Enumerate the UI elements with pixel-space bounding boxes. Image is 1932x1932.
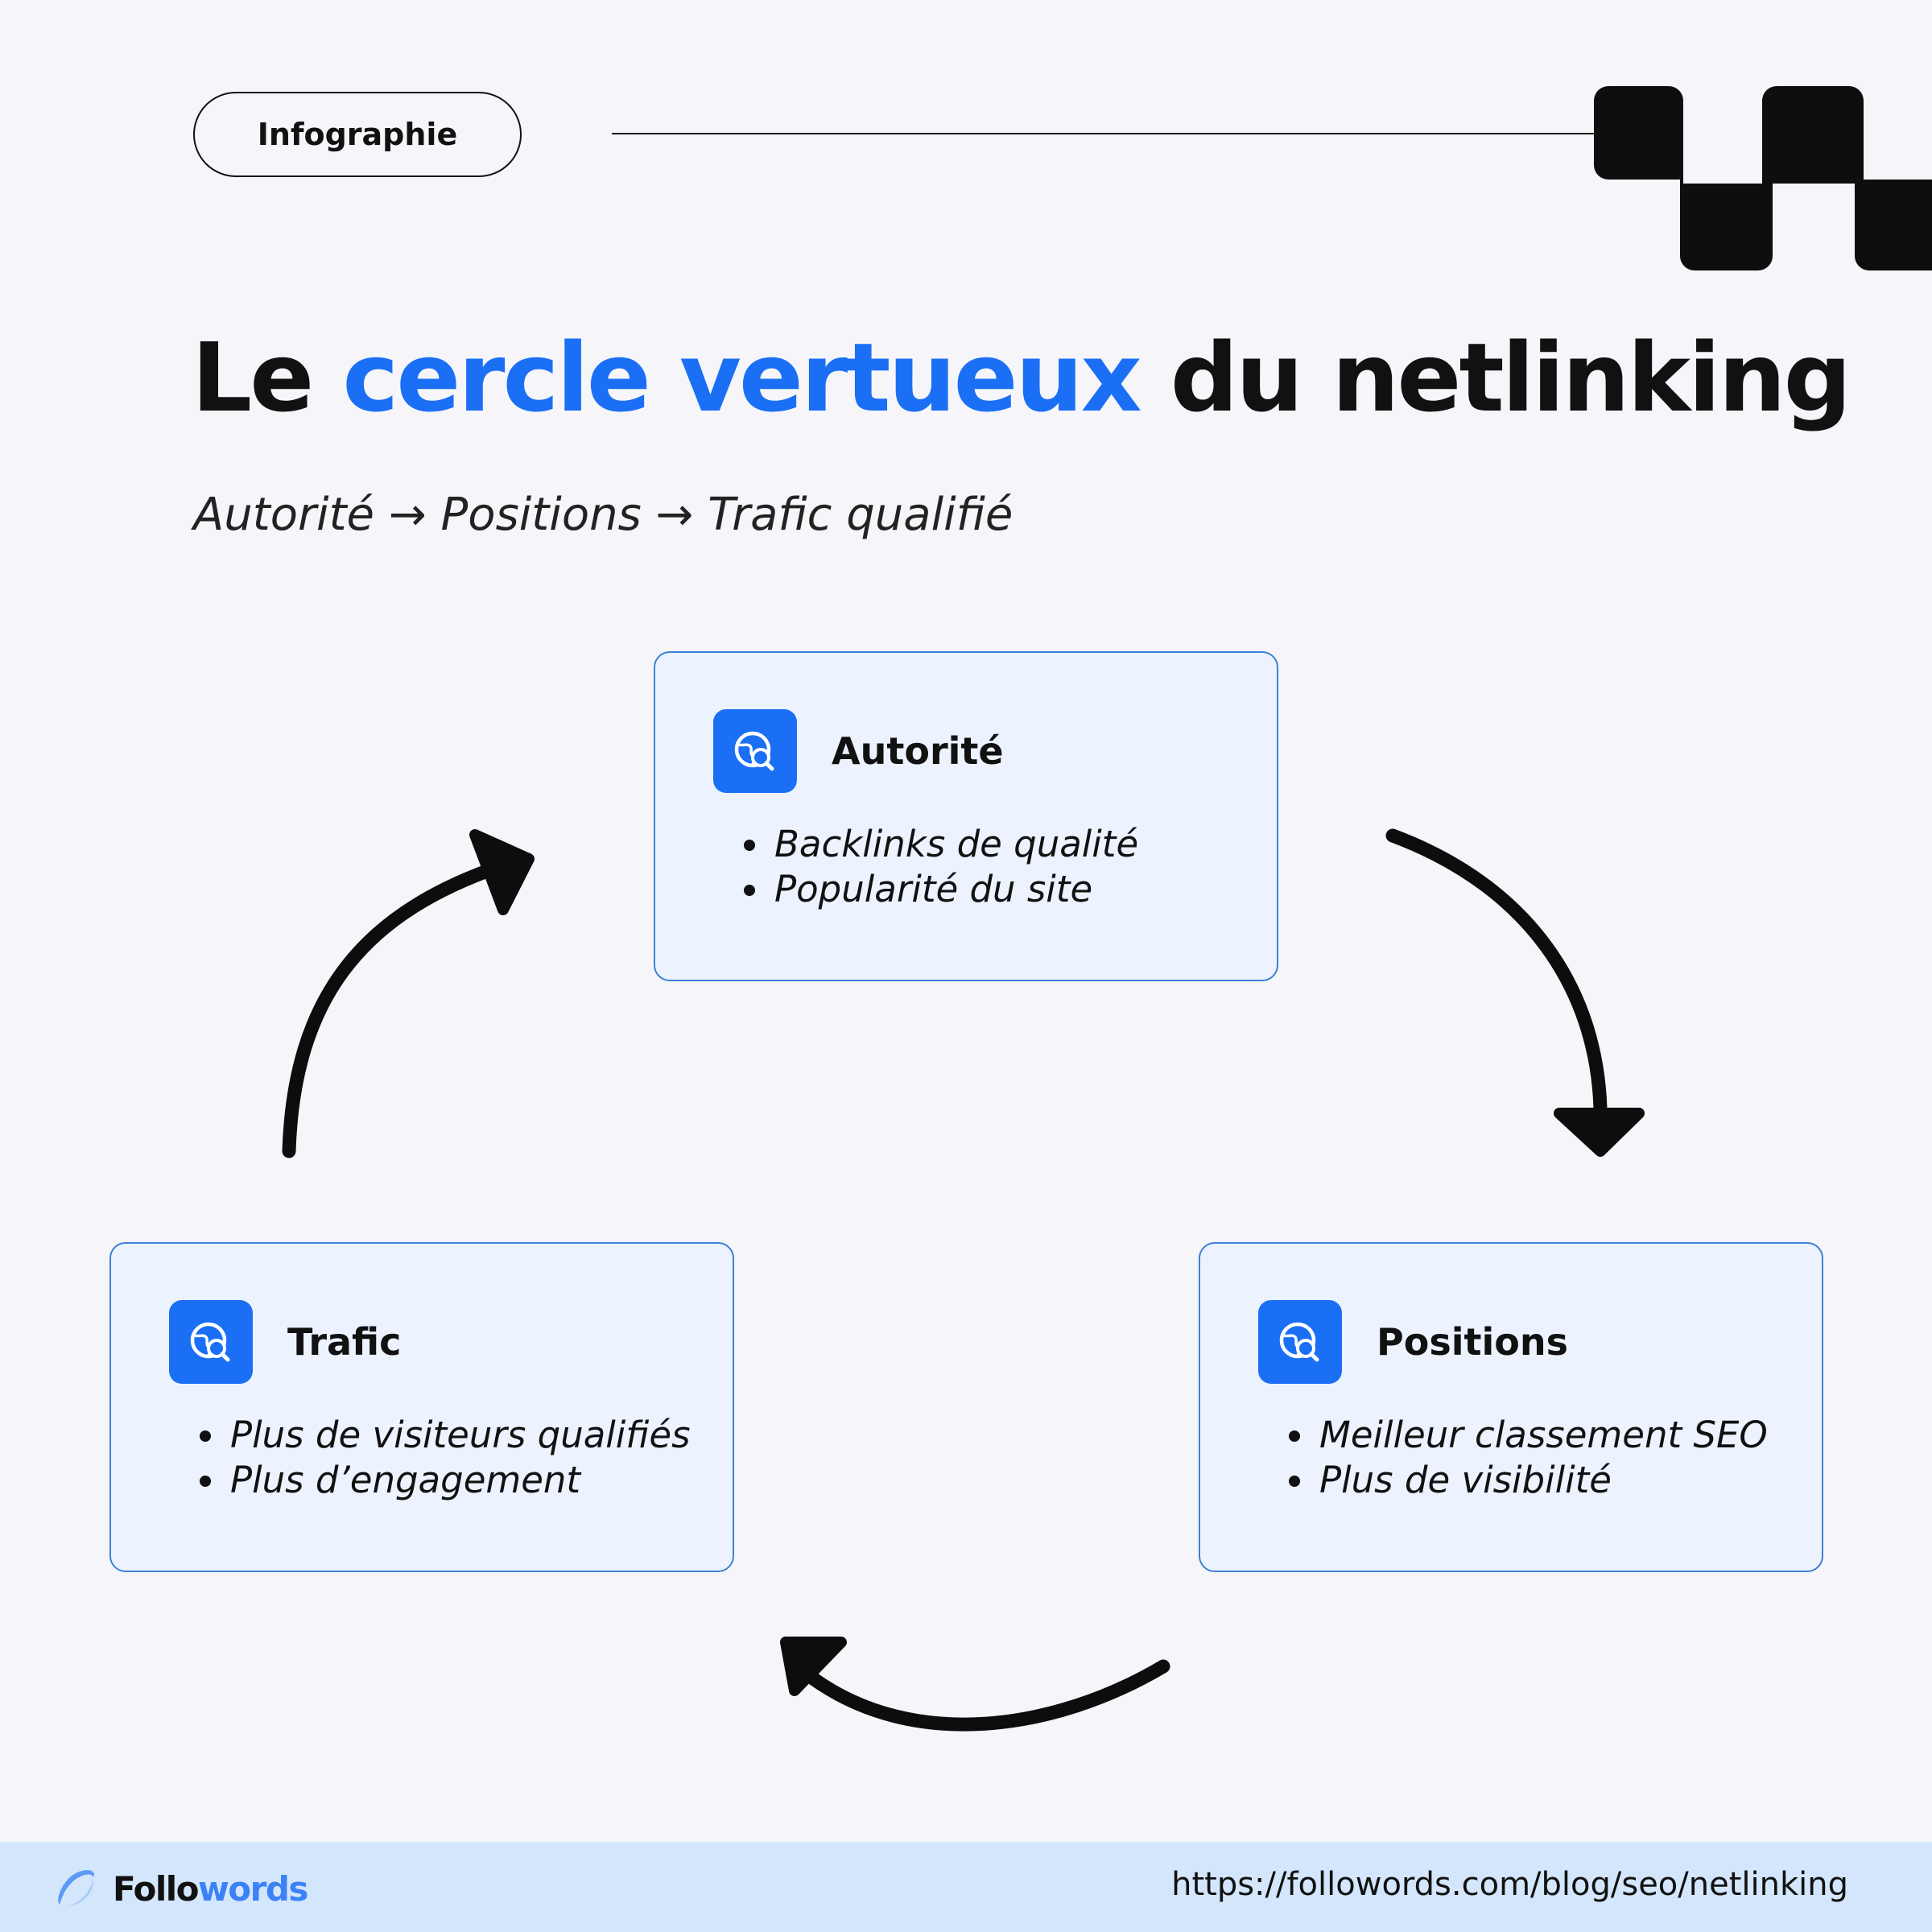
card-bullet-list [1287, 1413, 1768, 1503]
category-tag-label: Infographie [257, 117, 458, 152]
page-subtitle: Autorité → Positions → Trafic qualifié [193, 489, 1013, 541]
title-part-1: Le [192, 322, 343, 433]
card-bullet-list [742, 822, 1138, 912]
card-title: Positions [1377, 1320, 1568, 1364]
globe-search-glyph [187, 1318, 235, 1366]
followords-logo-icon [53, 1868, 101, 1909]
list-item: Plus de visibilité [1287, 1458, 1768, 1503]
arrow-autorite-to-positions [1393, 836, 1639, 1151]
card-title: Autorité [832, 729, 1004, 773]
globe-search-glyph [731, 727, 779, 775]
arrow-trafic-to-autorite [289, 835, 529, 1151]
list-item: Meilleur classement SEO [1287, 1413, 1768, 1458]
arrow-positions-to-trafic [786, 1642, 1163, 1724]
title-highlight: cercle vertueux [342, 322, 1140, 433]
card-positions [1199, 1242, 1823, 1572]
brand-logo[interactable] [53, 1864, 308, 1913]
globe-search-icon [169, 1300, 253, 1384]
list-item: Popularité du site [742, 867, 1138, 912]
list-item: Plus de visiteurs qualifiés [198, 1413, 691, 1458]
card-trafic [109, 1242, 734, 1572]
list-item: Backlinks de qualité [742, 822, 1138, 867]
card-bullet-list [198, 1413, 691, 1503]
list-item: Plus d’engagement [198, 1458, 691, 1503]
globe-search-icon [1258, 1300, 1342, 1384]
title-part-2: du netlinking [1139, 322, 1850, 433]
footer-url-link[interactable]: https://followords.com/blog/seo/netlinking [1171, 1866, 1848, 1903]
brand-name: Followords [113, 1868, 308, 1909]
globe-search-icon [713, 709, 797, 793]
card-title: Trafic [287, 1320, 402, 1364]
card-autorite [654, 651, 1278, 981]
globe-search-glyph [1276, 1318, 1324, 1366]
